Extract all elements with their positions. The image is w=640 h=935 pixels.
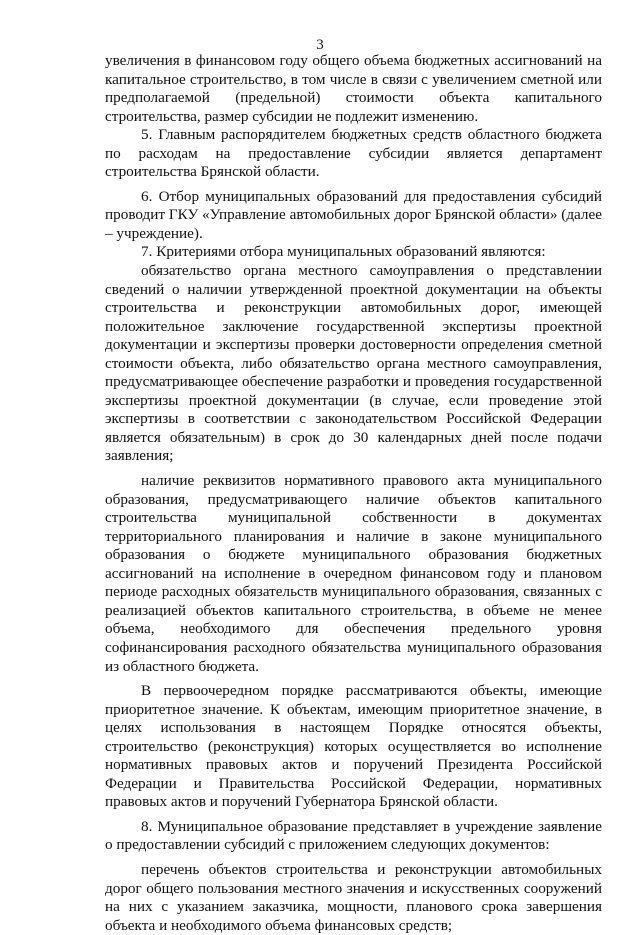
paragraph-priority: В первоочередном порядке рассматриваются объекты, имеющие приоритетное значение. К объектам, имеющим приоритетное значение, в целях использования в настоящем Порядке относятся объекты, строительство (реконструкция) которых осуществляется во исполнение нормативных правовых актов и поручений Президента Российской Федерации и Правительства Российской Федерации, нормативных правовых актов и поручений Губернатора Брянской области. [105, 682, 602, 811]
paragraph-continuation: увеличения в финансовом году общего объема бюджетных ассигнований на капитальное строительство, в том числе в связи с увеличением сметной или предполагаемой (предельной) стоимости объекта капитального строительства, размер субсидии не подлежит изменению. [105, 52, 602, 125]
page-number: 3 [316, 37, 324, 53]
paragraph-item-8: 8. Муниципальное образование представляет в учреждение заявление о предоставлении субсидий с приложением следующих документов: [105, 817, 602, 854]
paragraph-criterion-1: обязательство органа местного самоуправления о представлении сведений о наличии утвержденной проектной документации на объекты строительства и реконструкции автомобильных дорог, имеющей положительное заключение государственной экспертизы проектной документации и экспертизы проверки достоверности определения сметной стоимости объекта, либо обязательство органа местного самоуправления, предусматривающее обеспечение разработки и проведения государственной экспертизы проектной документации (в случае, если проведение этой экспертизы в соответствии с законодательством Российской Федерации является обязательным) в срок до 30 календарных дней после подачи заявления; [105, 262, 602, 465]
paragraph-object-list: перечень объектов строительства и реконструкции автомобильных дорог общего пользования местного значения и искусственных сооружений на них с указанием заказчика, мощности, планового срока завершения объекта и необходимого объема финансовых средств; [105, 860, 602, 934]
paragraph-item-7: 7. Критериями отбора муниципальных образований являются: [141, 243, 546, 261]
paragraph-criterion-2: наличие реквизитов нормативного правового акта муниципального образования, предусматривающего наличие объектов капитального строительства муниципальной собственности в документах территориального планирования и наличие в законе муниципального образования о бюджете муниципального образования бюджетных ассигнований на исполнение в очередном финансовом году и плановом периоде расходных обязательств муниципального образования, связанных с реализацией объектов капитального строительства, в объеме не менее объема, необходимого для обеспечения предельного уровня софинансирования расходного обязательства муниципального образования из областного бюджета. [105, 472, 602, 675]
paragraph-item-6: 6. Отбор муниципальных образований для предоставления субсидий проводит ГКУ «Управление автомобильных дорог Брянской области» (далее – учреждение). [105, 187, 602, 242]
document-body [105, 52, 602, 935]
paragraph-item-5: 5. Главным распорядителем бюджетных средств областного бюджета по расходам на предоставление субсидии является департамент строительства Брянской области. [105, 126, 602, 181]
